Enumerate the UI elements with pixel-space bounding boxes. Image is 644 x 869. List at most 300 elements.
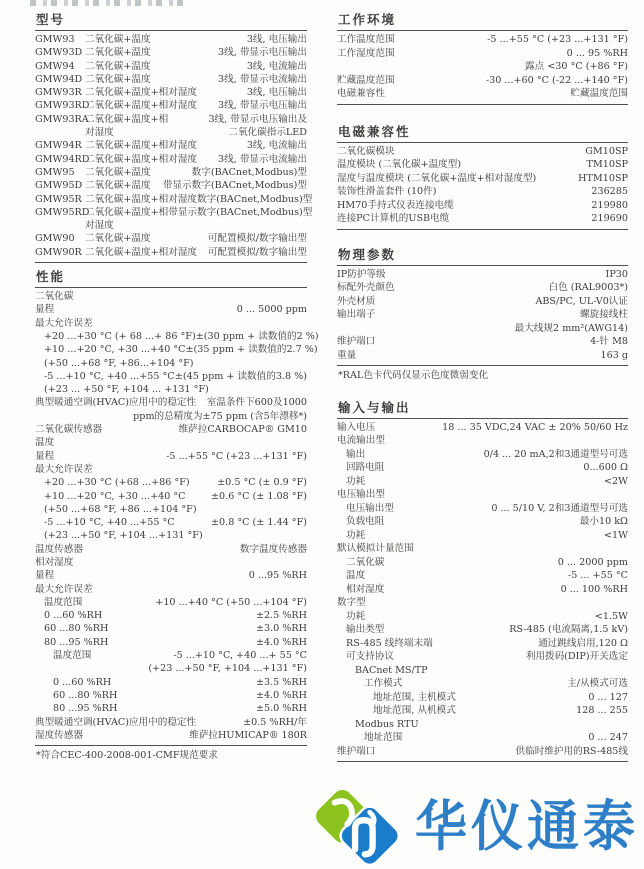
spec-value: ±(45 ppm + 读数值的3.8 %): [174, 370, 307, 382]
spec-label: 最大允许误差: [35, 583, 93, 595]
model-code: GMW95: [35, 166, 75, 178]
model-description: 二氧化碳+温度+相对湿度: [85, 87, 198, 99]
spec-value: [428, 664, 628, 678]
spec-row: [35, 463, 307, 476]
model-description: 二氧化碳+温度: [85, 233, 151, 245]
spec-label: 电压输出型: [337, 489, 385, 500]
spec-row: [337, 664, 628, 678]
spec-value: 供临时维护用的RS-485线: [515, 745, 628, 757]
spec-value: [385, 488, 628, 502]
section-environment: [337, 13, 628, 105]
model-row: [35, 113, 307, 126]
spec-value: ±0.5 %RH/年: [243, 716, 307, 728]
spec-value: HTM10SP: [578, 172, 628, 184]
model-row: [35, 206, 313, 219]
spec-label: 0 ...60 %RH: [44, 610, 103, 622]
spec-row: [337, 212, 628, 226]
spec-label: 输出: [346, 448, 366, 460]
spec-row: [337, 295, 628, 309]
section-model: [35, 12, 313, 263]
spec-label: 维护端口: [337, 745, 376, 757]
model-description: 二氧化碳+温度+相: [85, 206, 169, 218]
spec-value: 0 ... 100 %RH: [560, 583, 628, 595]
spec-label: 80 ...95 %RH: [53, 703, 118, 715]
spec-row: [337, 335, 628, 349]
spec-row: [35, 662, 307, 675]
model-code: GMW95D: [35, 180, 83, 192]
model-row: [35, 99, 307, 112]
spec-row: [35, 689, 307, 702]
spec-label: +20 ...+30 °C (+ 68 ...+ 86 °F): [44, 330, 196, 342]
model-code: GMW94RD: [35, 153, 90, 165]
model-row: [35, 73, 307, 86]
spec-label: 地址范围, 从机模式: [373, 705, 456, 716]
spec-row: [337, 461, 628, 475]
spec-label: 工作模式: [364, 678, 403, 689]
model-output-type: 3线, 电压输出: [246, 87, 307, 99]
spec-value: 0 ... 5/10 V, 2和3通道型号可选: [491, 502, 628, 514]
model-row: [35, 193, 313, 206]
spec-value: 0...600 Ω: [583, 462, 628, 473]
model-description: 二氧化碳+温度+相对湿度: [85, 193, 198, 205]
spec-value: 主/从模式可选: [567, 678, 628, 689]
spec-row: [35, 556, 307, 569]
spec-label: 负载电阻: [346, 516, 385, 527]
model-description: 对湿度: [85, 220, 114, 232]
spec-row: [35, 476, 307, 489]
spec-row: [35, 583, 307, 596]
spec-row: [35, 383, 307, 396]
spec-label: 最大允许误差: [35, 317, 93, 329]
model-description: 二氧化碳+温度: [85, 34, 151, 45]
spec-value: ±3.5 %RH: [255, 676, 307, 688]
spec-row: [337, 74, 628, 88]
spec-label: 地址范围, 主机模式: [373, 691, 456, 703]
spec-value: [73, 556, 307, 569]
section-title-environment: 工作环境: [337, 13, 628, 31]
left-column: [35, 12, 319, 762]
spec-value: ±2.5 %RH: [255, 610, 307, 622]
spec-row: [337, 33, 628, 47]
spec-value: GM10SP: [585, 145, 628, 157]
spec-label: 湿度与温度模块 (二氧化碳+温度+相对湿度型): [337, 172, 537, 184]
spec-label: +10 ...+20 °C, +30 ...+40 °C: [44, 490, 186, 502]
section-title-physical: 物理参数: [337, 248, 628, 266]
spec-label: 60 ...80 %RH: [44, 623, 109, 635]
spec-label: 温度范围: [53, 650, 92, 662]
spec-value: ppm的总精度为±75 ppm (含5年漂移*): [133, 410, 307, 422]
spec-label: 功耗: [346, 475, 366, 487]
spec-row: [337, 199, 628, 213]
spec-value: ABS/PC, UL-V0认证: [535, 295, 628, 307]
spec-value: [194, 357, 307, 370]
spec-value: [54, 436, 307, 449]
model-output-type: 3线, 带显示电流输出: [218, 153, 307, 165]
spec-value: 0 ... 2000 ppm: [557, 556, 628, 568]
spec-value: [93, 317, 307, 330]
spec-value: ±0.5 °C (± 0.9 °F): [217, 477, 307, 489]
spec-row: [337, 731, 628, 745]
spec-value: [385, 434, 628, 448]
spec-label: 数字型: [337, 597, 366, 608]
spec-value: 0 ... 127: [588, 691, 628, 703]
spec-row: [35, 423, 307, 436]
spec-value: 螺旋接线柱: [580, 309, 628, 320]
spec-label: 回路电阻: [346, 462, 385, 473]
section-title-model: 型号: [35, 13, 307, 31]
spec-value: 0 ... 247: [588, 732, 628, 743]
spec-value: -5 ...+10 °C, +40 ...+ 55 °C: [173, 650, 307, 662]
model-description: 二氧化碳+温度+相对湿度: [85, 153, 198, 165]
spec-value: -5 ...+55 °C (+23 ...+131 °F): [487, 34, 628, 45]
spec-label: 温度范围: [44, 596, 83, 608]
spec-row: [35, 596, 307, 609]
spec-row: [35, 622, 307, 635]
model-description: 二氧化碳+温度: [85, 180, 151, 192]
spec-label: 功耗: [346, 610, 366, 622]
model-description: 二氧化碳+温度+相对湿度: [85, 100, 198, 112]
spec-label: HM70手持式仪表连接电缆: [337, 199, 454, 211]
model-code: GMW95R: [35, 193, 82, 205]
spec-row: [35, 410, 307, 423]
model-output-type: 可配置模拟/数字输出型: [207, 233, 307, 245]
spec-label: 重量: [337, 349, 357, 361]
spec-row: [35, 516, 307, 529]
spec-label: RS-485 线终端末端: [346, 637, 433, 649]
spec-label: (+50 ...+68 °F, +86 ...+104 °F): [44, 503, 197, 515]
model-code: GMW95RD: [35, 206, 90, 218]
spec-row: [337, 650, 628, 664]
spec-label: (+23 ...+50 °F, +104 ...+131 °F): [44, 530, 203, 542]
emc-table: [337, 143, 628, 230]
model-row: [35, 246, 307, 259]
spec-value: 18 ... 35 VDC,24 VAC ± 20% 50/60 Hz: [442, 421, 628, 433]
section-title-io: 输入与输出: [337, 401, 628, 419]
model-code: GMW90: [35, 233, 75, 245]
model-code: GMW93D: [35, 47, 83, 59]
spec-label: BACnet MS/TP: [355, 664, 428, 676]
spec-label: 温度模块 (二氧化碳+温度型): [337, 159, 462, 170]
spec-value: 0 ... 5000 ppm: [236, 304, 307, 316]
model-code: GMW94D: [35, 73, 83, 85]
spec-label: 量程: [35, 450, 55, 462]
spec-row: [35, 330, 319, 343]
spec-label: 功耗: [346, 529, 366, 541]
spec-value: [414, 542, 628, 556]
spec-value: -5 ...+55 °C (+23 ...+131 °F): [166, 450, 307, 462]
right-column: [337, 13, 628, 762]
model-row: [35, 33, 307, 46]
model-row: [35, 60, 307, 73]
model-output-type: 3线, 带显示电压输出及: [208, 113, 307, 125]
model-row: [35, 153, 307, 166]
spec-label: 电磁兼容性: [337, 88, 385, 99]
spec-value: <1.5W: [594, 610, 628, 622]
spec-row: [337, 47, 628, 61]
spec-value: 数字温度传感器: [239, 543, 307, 555]
spec-label: 工作湿度范围: [337, 47, 395, 59]
model-output-type: 3线, 带显示电流输出: [218, 73, 307, 85]
spec-value: +10 ...+40 °C (+50 ...+104 °F): [155, 596, 307, 608]
model-output-type: 3线, 电流输出: [246, 60, 307, 72]
model-description: 二氧化碳+温度: [85, 47, 151, 59]
spec-value: 219980: [591, 199, 628, 211]
spec-value: 维萨拉HUMICAP® 180R: [189, 729, 307, 741]
spec-label: 典型暖通空调(HVAC)应用中的稳定性: [35, 716, 197, 728]
spec-label: 典型暖通空调(HVAC)应用中的稳定性: [35, 397, 197, 409]
spec-label: 温度传感器: [35, 543, 83, 555]
spec-label: 输出端子: [337, 309, 376, 320]
spec-value: 最小10 kΩ: [579, 516, 628, 527]
spec-row: [35, 396, 307, 409]
spec-value: 219690: [591, 213, 628, 224]
spec-value: ±3.0 %RH: [255, 623, 307, 635]
spec-label: 最大允许误差: [35, 463, 93, 475]
spec-row: [337, 421, 628, 435]
model-output-type: 3线, 电流输出: [246, 140, 307, 152]
spec-value: 163 g: [600, 349, 628, 361]
spec-value: 室温条件下600及1000: [206, 397, 307, 409]
spec-label: 二氧化碳传感器: [35, 424, 103, 436]
model-row: [35, 232, 307, 245]
spec-row: [35, 636, 307, 649]
spec-label: 维护端口: [337, 336, 376, 347]
spec-value: ±4.0 %RH: [255, 636, 307, 648]
model-output-type: 可配置模拟/数字输出型: [207, 246, 307, 258]
spec-label: 量程: [35, 304, 55, 316]
spec-label: -5 ...+10 °C, +40 ...+55 °C: [44, 517, 175, 529]
spec-row: [337, 60, 628, 74]
spec-value: [93, 463, 307, 476]
model-code: GMW93RD: [35, 100, 90, 112]
spec-value: 维萨拉CARBOCAP® GM10: [178, 424, 307, 436]
spec-value: [419, 718, 628, 732]
model-code: GMW94R: [35, 140, 82, 152]
spec-row: [337, 596, 628, 610]
model-output-type: 数字(BACnet,Modbus)型: [191, 166, 307, 178]
spec-row: [337, 704, 628, 718]
spec-row: [35, 370, 307, 383]
spec-value: <1W: [603, 529, 628, 541]
model-output-type: 3线, 带显示电压输出: [218, 100, 307, 112]
spec-label: 装饰性滑盖套件 (10件): [337, 186, 437, 197]
spec-row: [337, 475, 628, 489]
model-row: [35, 166, 307, 179]
spec-label: 标配外壳颜色: [337, 282, 395, 293]
spec-row: [337, 569, 628, 583]
spec-row: [337, 308, 628, 322]
spec-row: [337, 349, 628, 363]
spec-label: 湿度传感器: [35, 729, 83, 741]
model-output-type: 3线, 带显示电压输出: [218, 47, 307, 59]
model-row: [35, 46, 307, 59]
spec-row: [35, 529, 307, 542]
model-output-type: 数字(BACnet,Modbus)型: [197, 193, 313, 205]
spec-row: [35, 609, 307, 622]
spec-row: [337, 745, 628, 759]
spec-row: [337, 623, 628, 637]
spec-row: [35, 317, 307, 330]
model-description: 二氧化碳+温度+相对湿度: [85, 246, 198, 258]
spec-row: [35, 450, 307, 463]
spec-row: [35, 716, 307, 729]
section-emc: [337, 125, 628, 230]
spec-row: [337, 158, 628, 172]
spec-row: [35, 676, 307, 689]
company-logo: [309, 787, 639, 867]
spec-value: 利用拨码(DIP)开关选定: [525, 651, 628, 662]
spec-value: ±0.8 °C (± 1.44 °F): [211, 517, 307, 529]
spec-row: [35, 290, 307, 303]
spec-value: 最大线规2 mm²(AWG14): [514, 322, 628, 334]
spec-value: 露点 <30 °C (+86 °F): [525, 61, 628, 72]
spec-label: 电流输出型: [337, 435, 385, 446]
spec-value: 贮藏温度范围: [570, 88, 628, 99]
model-output-type: 3线, 电压输出: [246, 34, 307, 45]
model-code: GMW93RA: [35, 113, 89, 125]
spec-row: [337, 718, 628, 732]
spec-value: [209, 383, 307, 396]
spec-label: 相对湿度: [35, 556, 74, 568]
model-row: [35, 219, 307, 232]
spec-label: 输入电压: [337, 421, 376, 433]
spec-label: 60 ...80 %RH: [53, 689, 118, 701]
model-description: 二氧化碳+温度: [85, 73, 151, 85]
spec-value: [203, 529, 307, 542]
spec-row: [337, 172, 628, 186]
spec-label: 量程: [35, 570, 55, 582]
spec-row: [35, 569, 307, 582]
performance-table: [35, 288, 319, 746]
model-description: 对湿度: [85, 127, 114, 139]
spec-row: [337, 488, 628, 502]
spec-row: [35, 343, 318, 356]
spec-row: [337, 145, 628, 159]
environment-table: [337, 31, 628, 105]
spec-label: 0 ...60 %RH: [53, 676, 112, 688]
model-code: GMW93: [35, 34, 75, 45]
model-code: GMW94: [35, 60, 75, 72]
section-title-emc: 电磁兼容性: [337, 125, 628, 143]
logo-text: 华仪通泰: [414, 794, 639, 859]
spec-value: 通过跳线启用,120 Ω: [538, 637, 628, 649]
spec-value: IP30: [605, 268, 628, 280]
spec-row: [337, 515, 628, 529]
spec-value: 白色 (RAL9003*): [548, 282, 628, 293]
spec-value: 0 ...95 %RH: [248, 570, 307, 582]
model-output-type: 带显示数字(BACnet,Modbus)型: [162, 180, 307, 192]
spec-label: IP防护等级: [337, 268, 386, 280]
spec-label: 可支持协议: [346, 651, 394, 662]
model-code: [35, 219, 85, 232]
spec-value: 236285: [591, 186, 628, 197]
spec-row: [35, 503, 307, 516]
spec-label: 温度: [35, 437, 55, 449]
spec-label: Modbus RTU: [355, 718, 419, 730]
spec-label: 工作温度范围: [337, 34, 395, 45]
model-code: [35, 126, 85, 139]
spec-label: 相对湿度: [346, 583, 385, 595]
spec-value: ±5.0 %RH: [255, 703, 307, 715]
spec-value: (+23 ...+50 °F, +104 ...+131 °F): [148, 663, 307, 675]
spec-label: 默认模拟计量范围: [337, 543, 414, 554]
model-description: 二氧化碳+温度: [85, 60, 151, 72]
spec-label: 地址范围: [364, 732, 403, 743]
spec-value: -30 ...+60 °C (-22 ...+140 °F): [485, 74, 628, 86]
model-output-type: 二氧化碳指示LED: [228, 127, 307, 139]
section-physical: [337, 248, 628, 383]
spec-value: RS-485 (电流隔离,1.5 kV): [509, 624, 628, 635]
spec-label: 温度: [346, 570, 366, 581]
section-title-performance: 性能: [35, 270, 307, 288]
spec-label: 电压输出型: [346, 502, 394, 514]
model-output-type: [114, 219, 307, 232]
spec-row: [337, 610, 628, 624]
model-description: 二氧化碳+温度: [85, 166, 151, 178]
spec-value: 128 ... 255: [576, 705, 628, 716]
spec-row: [35, 729, 307, 742]
spec-label: 连接PC计算机的USB电缆: [337, 213, 450, 224]
spec-row: [35, 543, 307, 556]
spec-value: -5 ... +55 °C: [567, 570, 628, 581]
spec-label: +10 ...+20 °C, +30 ...+40 °C: [44, 344, 186, 356]
model-description: 二氧化碳+温度+相对湿度: [85, 140, 198, 152]
model-description: 二氧化碳+温度+相: [85, 113, 169, 125]
spec-value: ±4.0 %RH: [255, 689, 307, 701]
spec-row: [337, 637, 628, 651]
physical-footnote: *RAL色卡代码仅显示色度微弱变化: [338, 370, 489, 381]
spec-row: [337, 502, 628, 516]
spec-row: [337, 677, 628, 691]
spec-row: [337, 434, 628, 448]
spec-row: [337, 87, 628, 101]
model-code: GMW93R: [35, 87, 82, 99]
spec-label: 输出类型: [346, 624, 385, 635]
model-row: [35, 139, 307, 152]
spec-value: [73, 290, 307, 303]
model-row: [35, 86, 307, 99]
spec-row: [337, 281, 628, 295]
cropped-text-remnant: [30, 0, 188, 6]
spec-row: [35, 702, 307, 715]
spec-row: [35, 649, 307, 662]
spec-label: 二氧化碳: [346, 556, 385, 568]
spec-label: 二氧化碳: [35, 291, 74, 303]
model-table: [35, 31, 313, 263]
section-io: [337, 401, 628, 763]
spec-row: [337, 542, 628, 556]
spec-label: 贮藏温度范围: [337, 74, 395, 86]
model-row: [35, 179, 307, 192]
spec-label: +20 ...+30 °C (+68 ...+86 °F): [44, 477, 190, 489]
spec-row: [35, 303, 307, 316]
physical-table: [337, 266, 628, 367]
spec-label: 80 ...95 %RH: [44, 636, 109, 648]
spec-value: 0/4 ... 20 mA,2和3通道型号可选: [483, 448, 628, 460]
spec-value: <2W: [603, 475, 628, 487]
performance-footnote: *符合CEC-400-2008-001-CMF规范要求: [36, 750, 218, 762]
spec-row: [337, 268, 628, 282]
spec-row: [337, 448, 628, 462]
spec-label: -5 ...+10 °C, +40 ...+55 °C: [44, 370, 175, 382]
spec-row: [337, 691, 628, 705]
spec-value: ±0.6 °C (± 1.08 °F): [211, 490, 307, 502]
section-performance: [35, 269, 319, 762]
spec-value: [197, 503, 307, 516]
spec-row: [337, 529, 628, 543]
spec-value: ±(30 ppm + 读数值的2 %): [195, 330, 319, 342]
spec-row: [35, 357, 307, 370]
